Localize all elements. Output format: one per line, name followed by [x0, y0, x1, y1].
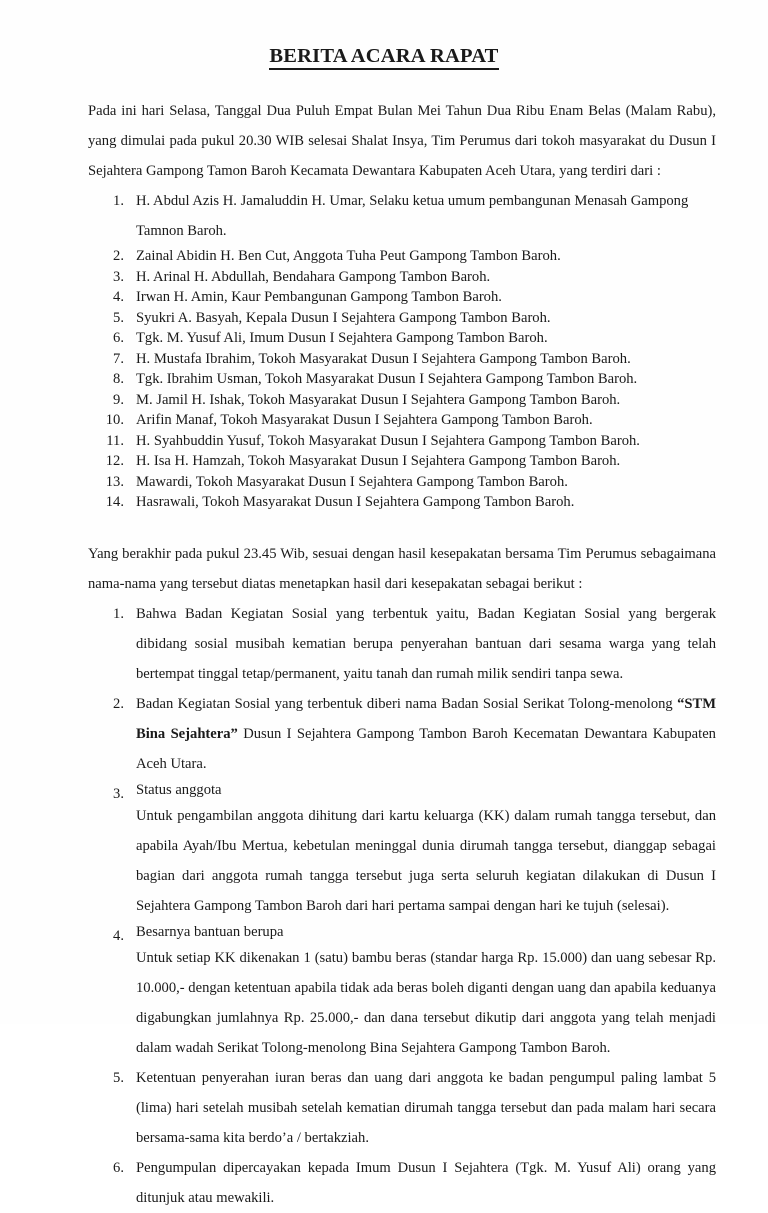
list-item	[88, 328, 716, 349]
list-item-number: 6.	[113, 330, 124, 346]
list-item	[88, 267, 716, 288]
resolution-list	[88, 599, 716, 1213]
list-item-text: H. Syahbuddin Yusuf, Tokoh Masyarakat Dusun I Sejahtera Gampong Tambon Baroh.	[136, 432, 640, 449]
list-item-number: 5.	[113, 309, 124, 326]
list-item	[88, 492, 716, 513]
list-item	[88, 451, 716, 472]
list-item	[88, 308, 716, 329]
list-item-number: 1.	[113, 193, 124, 209]
list-item-text: Ketentuan penyerahan iuran beras dan uang dari anggota ke badan pengumpul paling lambat 5 (lima) hari setelah musibah setelah kematian dirumah tangga tersebut dan pada malam hari secara bersama-sama kita berdo’a / bertakziah.	[136, 1069, 716, 1146]
opening-paragraph: Pada ini hari Selasa, Tanggal Dua Puluh Empat Bulan Mei Tahun Dua Ribu Enam Belas (Malam Rabu), yang dimulai pada pukul 20.30 WIB selesai Shalat Insya, Tim Perumus dari tokoh masyarakat du Dusun I Sejahtera Gampong Tamon Baroh Kecamata Dewantara Kabupaten Aceh Utara, yang terdiri dari :	[88, 103, 716, 179]
list-item-number: 12.	[105, 453, 124, 469]
list-item-text: Syukri A. Basyah, Kepala Dusun I Sejahtera Gampong Tambon Baroh.	[136, 309, 551, 326]
list-item-text: Hasrawali, Tokoh Masyarakat Dusun I Sejahtera Gampong Tambon Baroh.	[136, 494, 575, 510]
list-item-text: H. Isa H. Hamzah, Tokoh Masyarakat Dusun I Sejahtera Gampong Tambon Baroh.	[136, 453, 621, 469]
list-item-text	[136, 779, 716, 921]
list-item	[88, 431, 716, 452]
list-item-text: Mawardi, Tokoh Masyarakat Dusun I Sejahtera Gampong Tambon Baroh.	[136, 473, 568, 490]
list-item	[88, 369, 716, 390]
list-item-number: 4.	[113, 289, 124, 305]
list-item-text: Pengumpulan dipercayakan kepada Imum Dusun I Sejahtera (Tgk. M. Yusuf Ali) orang yang ditunjuk atau mewakili.	[136, 1159, 716, 1206]
resolution-heading: Status anggota	[136, 781, 222, 798]
list-item-number: 5.	[113, 1069, 124, 1086]
list-item	[88, 349, 716, 370]
list-item-text: Tgk. M. Yusuf Ali, Imum Dusun I Sejahtera Gampong Tambon Baroh.	[136, 330, 548, 346]
list-item-text: Tgk. Ibrahim Usman, Tokoh Masyarakat Dusun I Sejahtera Gampong Tambon Baroh.	[136, 371, 638, 387]
list-item-number: 2.	[113, 248, 124, 264]
list-item	[88, 472, 716, 493]
list-item-text: M. Jamil H. Ishak, Tokoh Masyarakat Dusun I Sejahtera Gampong Tambon Baroh.	[136, 391, 621, 408]
list-item	[88, 390, 716, 411]
list-item	[88, 410, 716, 431]
closing-paragraph: Yang berakhir pada pukul 23.45 Wib, sesuai dengan hasil kesepakatan bersama Tim Perumus sebagaimana nama-nama yang tersebut diatas menetapkan hasil dari kesepakatan sebagai berikut :	[88, 545, 716, 592]
list-item-number: 3.	[113, 268, 124, 285]
document-body	[88, 96, 716, 1213]
list-item	[88, 1063, 716, 1153]
organization-name: “STM Bina Sejahtera”	[136, 695, 716, 742]
list-item-number: 10.	[105, 412, 124, 428]
list-item	[88, 1153, 716, 1213]
list-item-text	[136, 689, 716, 779]
attendee-list	[88, 186, 716, 513]
page-title	[0, 44, 768, 69]
page-title-text: BERITA ACARA RAPAT	[269, 45, 498, 70]
list-item-text: Zainal Abidin H. Ben Cut, Anggota Tuha Peut Gampong Tambon Baroh.	[136, 248, 561, 264]
list-item	[88, 599, 716, 689]
list-item-text: H. Abdul Azis H. Jamaluddin H. Umar, Selaku ketua umum pembangunan Menasah Gampong Tamnon Baroh.	[136, 193, 689, 239]
list-item	[88, 779, 716, 921]
list-item	[88, 186, 716, 246]
list-item-text: Arifin Manaf, Tokoh Masyarakat Dusun I Sejahtera Gampong Tambon Baroh.	[136, 412, 593, 428]
list-item-text: H. Mustafa Ibrahim, Tokoh Masyarakat Dusun I Sejahtera Gampong Tambon Baroh.	[136, 350, 631, 367]
list-item-number: 14.	[105, 494, 124, 510]
resolution-text-before: Badan Kegiatan Sosial yang terbentuk diberi nama Badan Sosial Serikat Tolong-menolong	[136, 695, 678, 712]
list-item-number: 11.	[106, 432, 124, 449]
list-item	[88, 287, 716, 308]
resolution-body: Untuk pengambilan anggota dihitung dari kartu keluarga (KK) dalam rumah tangga tersebut, dan apabila Ayah/Ibu Mertua, kebetulan meninggal dunia dirumah tangga tersebut, dianggap sebagai bagian dari anggota rumah tangga tersebut juga serta seluruh kegiatan dilakukan di Dusun I Sejahtera Gampong Tambon Baroh dari hari pertama sampai dengan hari ke tujuh (selesai).	[136, 807, 716, 914]
list-item-number: 13.	[105, 473, 124, 490]
list-item-number: 9.	[113, 391, 124, 408]
list-item-number: 2.	[113, 695, 124, 712]
list-item-number: 3.	[113, 785, 124, 802]
list-item-text: Bahwa Badan Kegiatan Sosial yang terbentuk yaitu, Badan Kegiatan Sosial yang bergerak dibidang sosial musibah kematian berupa penyerahan bantuan dari sesama warga yang telah bertempat tinggal tetap/permanent, yaitu tanah dan rumah milik sendiri tanpa sewa.	[136, 605, 716, 682]
section-gap	[88, 513, 716, 539]
resolution-body: Untuk setiap KK dikenakan 1 (satu) bambu beras (standar harga Rp. 15.000) dan uang sebesar Rp. 10.000,- dengan ketentuan apabila tidak ada beras boleh diganti dengan uang dan apabila keduanya digabungkan jumlahnya Rp. 25.000,- dan dana tersebut dikutip dari anggota yang telah menjadi dalam wadah Serikat Tolong-menolong Bina Sejahtera Gampong Tambon Baroh.	[136, 949, 716, 1056]
list-item	[88, 246, 716, 267]
list-item-text	[136, 921, 716, 1063]
list-item-number: 6.	[113, 1159, 124, 1176]
list-item-number: 4.	[113, 927, 124, 944]
list-item-number: 1.	[113, 605, 124, 622]
list-item-text: H. Arinal H. Abdullah, Bendahara Gampong Tambon Baroh.	[136, 268, 491, 285]
list-item-text: Irwan H. Amin, Kaur Pembangunan Gampong Tambon Baroh.	[136, 289, 502, 305]
resolution-text-after: Dusun I Sejahtera Gampong Tambon Baroh Kecematan Dewantara Kabupaten Aceh Utara.	[136, 725, 716, 772]
list-item-number: 7.	[113, 350, 124, 367]
list-item	[88, 921, 716, 1063]
list-item-number: 8.	[113, 371, 124, 387]
resolution-heading: Besarnya bantuan berupa	[136, 923, 284, 940]
list-item	[88, 689, 716, 779]
